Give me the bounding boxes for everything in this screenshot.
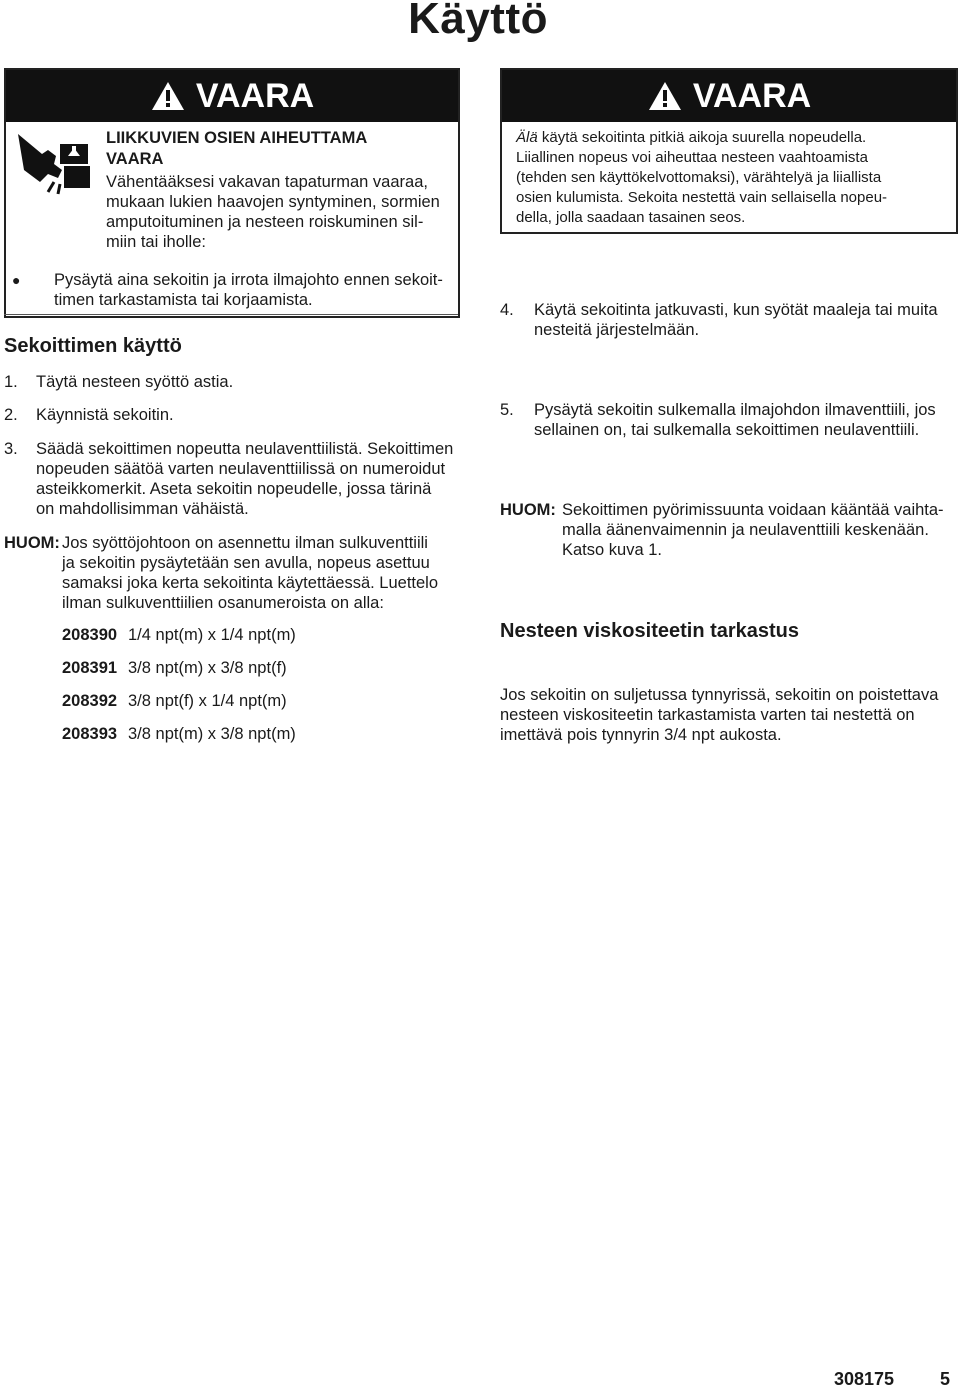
step-text: asteikkomerkit. Aseta sekoitin nopeudelle, jossa tärinä	[36, 480, 432, 498]
warning-line: miin tai iholle:	[106, 233, 206, 251]
warning-triangle-icon	[647, 80, 683, 112]
part-desc: 3/8 npt(m) x 3/8 npt(f)	[128, 659, 287, 677]
page-title: Käyttö	[408, 0, 548, 43]
warning-lead-italic: Älä	[516, 129, 538, 146]
warning-line: osien kulumista. Sekoita nestettä vain sellaisella nopeu-	[516, 189, 888, 206]
warning-line: käytä sekoitinta pitkiä aikoja suurella nopeudella.	[537, 129, 867, 146]
step-text: nopeuden säätöä varten neulaventtiilissä on numeroidut	[36, 460, 446, 478]
note-line: malla äänenvaimennin ja neulaventtiili keskenään.	[562, 521, 929, 539]
step-number: 2.	[4, 406, 18, 424]
viscosity-paragraph	[500, 685, 956, 745]
paragraph-line: Jos sekoitin on suljetussa tynnyrissä, sekoitin on poistettava	[500, 686, 939, 704]
step-number: 5.	[500, 401, 514, 419]
note-line: ilman sulkuventtiilien osanumeroista on alla:	[62, 594, 384, 612]
part-number: 208390	[62, 626, 118, 644]
warning-header-label: VAARA	[692, 76, 812, 115]
bullet-line: timen tarkastamista tai korjaamista.	[54, 291, 313, 309]
step-number: 4.	[500, 301, 514, 319]
part-desc: 3/8 npt(f) x 1/4 npt(m)	[128, 692, 287, 710]
warning-triangle-icon	[150, 80, 186, 112]
moving-parts-hand-icon	[14, 130, 94, 208]
note-label: HUOM:	[4, 534, 60, 552]
bullet-line: Pysäytä aina sekoitin ja irrota ilmajohto ennen sekoit-	[54, 271, 443, 289]
part-number: 208392	[62, 692, 118, 710]
step-text: Käynnistä sekoitin.	[36, 406, 174, 424]
warning-header	[502, 70, 956, 122]
warning-line: (tehden sen käyttökelvottomaksi), värähtelyä ja liiallista	[516, 169, 882, 186]
warning-header-label: VAARA	[195, 76, 315, 115]
step-item	[4, 405, 464, 425]
note-line: Katso kuva 1.	[562, 541, 662, 559]
footer-doc-number: 308175	[834, 1369, 895, 1389]
step-text: Pysäytä sekoitin sulkemalla ilmajohdon ilmaventtiili, jos	[534, 401, 936, 419]
warning-heading: LIIKKUVIEN OSIEN AIHEUTTAMA VAARA	[106, 129, 367, 168]
paragraph-line: nesteen viskositeetin tarkastamista varten tai nestettä on	[500, 706, 915, 724]
step-text: Säädä sekoittimen nopeutta neulaventtiilistä. Sekoittimen	[36, 440, 454, 458]
step-text: Käytä sekoitinta jatkuvasti, kun syötät maaleja tai muita	[534, 301, 938, 319]
step-item	[4, 439, 464, 519]
note-line: samaksi joka kerta sekoitinta käytettäessä. Luettelo	[62, 574, 439, 592]
parts-list	[62, 625, 296, 757]
note-block	[500, 500, 956, 560]
warning-header	[6, 70, 458, 122]
warning-line: Liiallinen nopeus voi aiheuttaa nesteen vaahtoamista	[516, 149, 868, 166]
divider	[4, 314, 458, 315]
part-number: 208391	[62, 659, 118, 677]
warning-line: Vähentääksesi vakavan tapaturman vaaraa,	[106, 173, 428, 191]
step-number: 3.	[4, 440, 18, 458]
note-line: ja sekoitin pysäytetään sen avulla, nopeus asettuu	[62, 554, 430, 572]
part-desc: 3/8 npt(m) x 3/8 npt(m)	[128, 725, 296, 743]
note-label: HUOM:	[500, 501, 556, 519]
step-item	[500, 400, 956, 440]
note-line: Sekoittimen pyörimissuunta voidaan kääntää vaihta-	[562, 501, 944, 519]
warning-line: della, jolla saadaan tasainen seos.	[516, 209, 746, 226]
part-row	[62, 724, 296, 757]
part-row	[62, 691, 296, 724]
warning-box-speed	[500, 68, 958, 234]
part-row	[62, 658, 296, 691]
step-number: 1.	[4, 373, 18, 391]
step-text: on mahdollisimman vähäistä.	[36, 500, 249, 518]
warning-line: mukaan lukien haavojen syntyminen, sormien	[106, 193, 440, 211]
part-number: 208393	[62, 725, 118, 743]
warning-line: amputoituminen ja nesteen roiskuminen sil-	[106, 213, 424, 231]
step-text: nesteitä järjestelmään.	[534, 321, 700, 339]
footer-page-number: 5	[940, 1369, 951, 1389]
paragraph-line: imettävä pois tynnyrin 3/4 npt aukosta.	[500, 726, 782, 744]
note-line: Jos syöttöjohtoon on asennettu ilman sulkuventtiili	[62, 534, 428, 552]
section-heading: Sekoittimen käyttö	[4, 335, 182, 357]
section-heading: Nesteen viskositeetin tarkastus	[500, 620, 800, 642]
note-block	[4, 533, 464, 613]
part-desc: 1/4 npt(m) x 1/4 npt(m)	[128, 626, 296, 644]
step-item	[500, 300, 956, 340]
bullet-dot-icon: ●	[12, 272, 21, 288]
step-text: Täytä nesteen syöttö astia.	[36, 373, 234, 391]
part-row	[62, 625, 296, 658]
step-item	[4, 372, 464, 392]
step-text: sellainen on, tai sulkemalla sekoittimen neulaventtiili.	[534, 421, 920, 439]
safety-bullet	[4, 270, 460, 310]
